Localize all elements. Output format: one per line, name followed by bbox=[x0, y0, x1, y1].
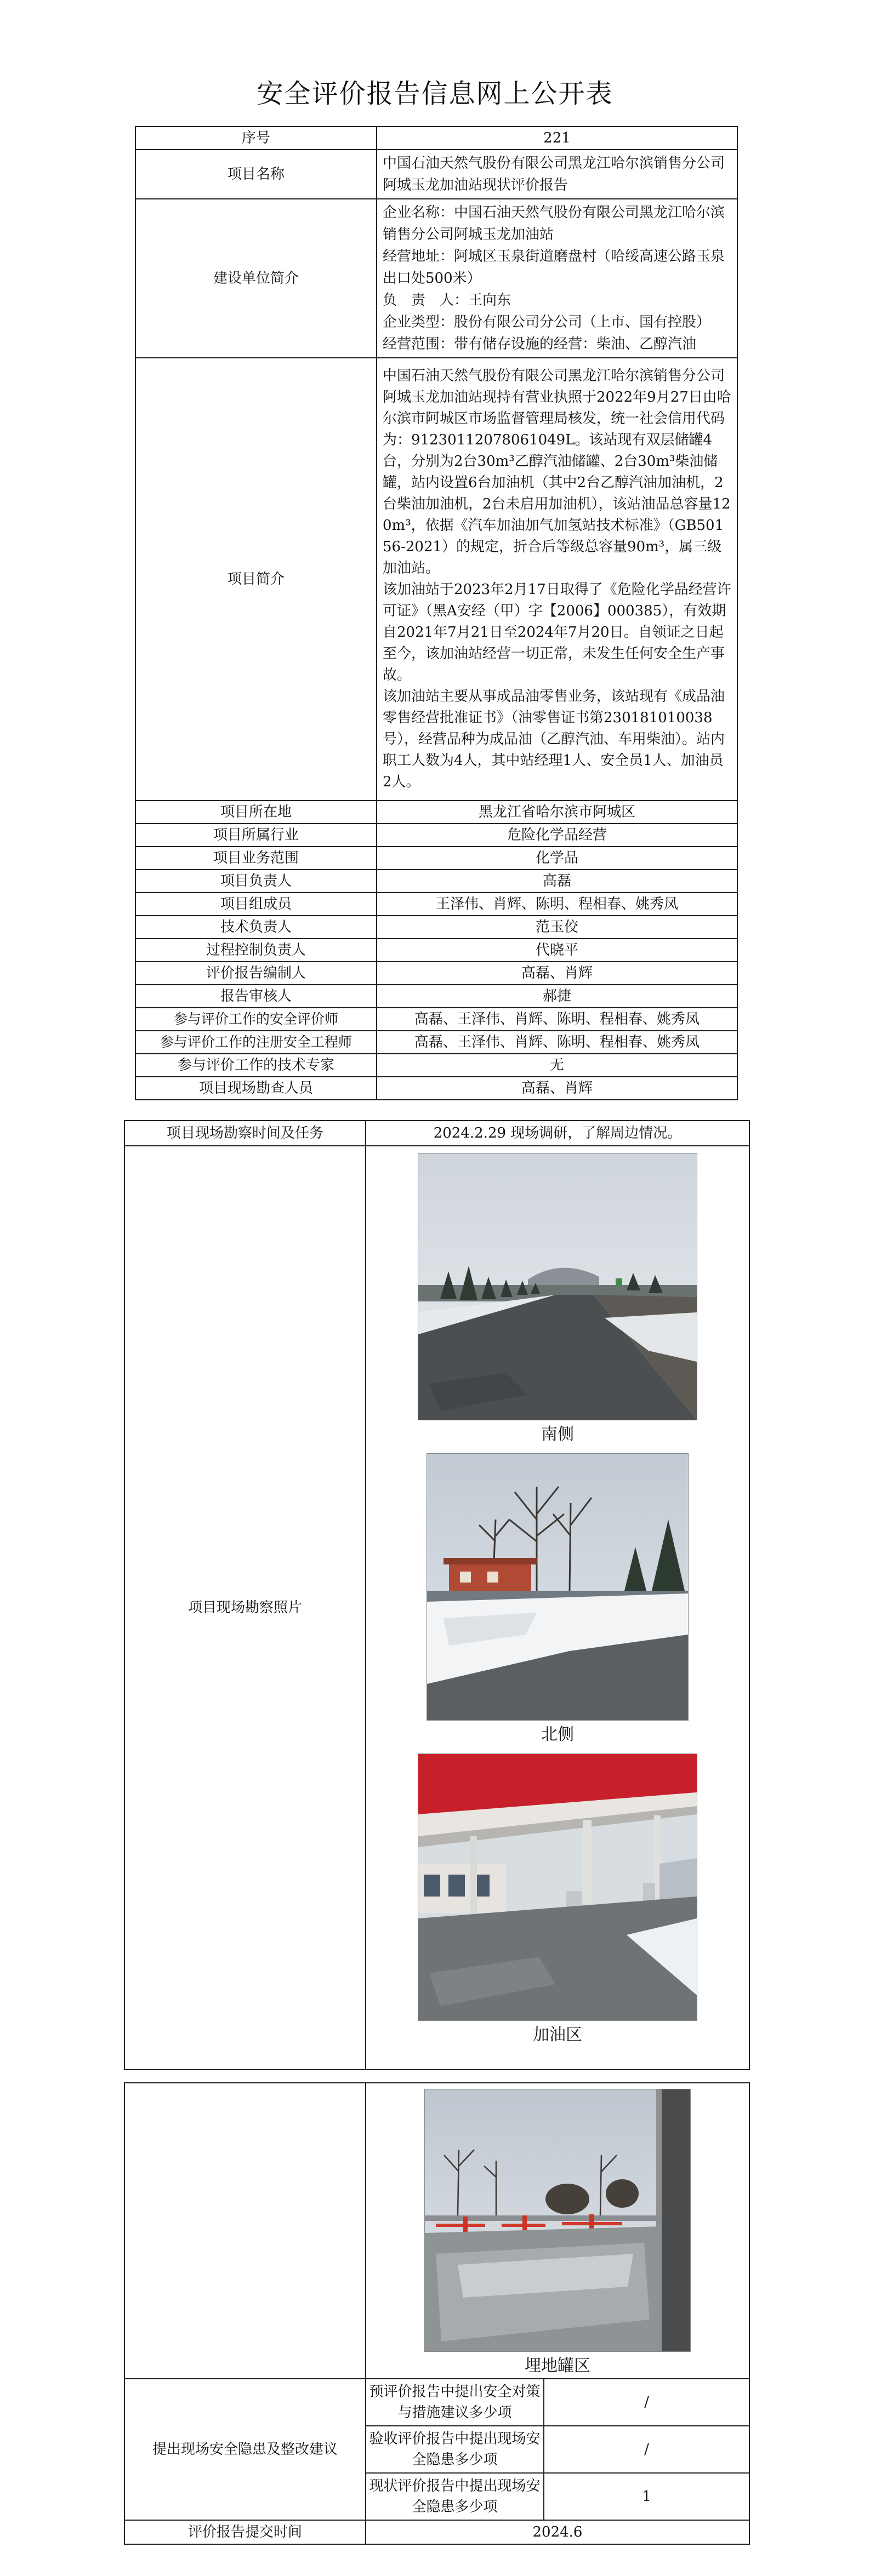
page-title: 安全评价报告信息网上公开表 bbox=[257, 78, 613, 109]
info-table bbox=[135, 126, 738, 1100]
project-intro-label: 项目简介 bbox=[135, 358, 377, 801]
row-label: 项目所在地 bbox=[135, 801, 377, 824]
project-intro-value bbox=[377, 358, 737, 801]
row-value: 王泽伟、肖辉、陈明、程相春、姚秀凤 bbox=[377, 893, 737, 916]
photo-tank-area bbox=[424, 2089, 691, 2352]
row-value: 郝捷 bbox=[377, 985, 737, 1008]
intro-para: 中国石油天然气股份有限公司黑龙江哈尔滨销售分公司阿城玉龙加油站现持有营业执照于2022年9月27日由哈尔滨市阿城区市场监督管理局核发，统一社会信用代码为：91230112078061049L。该站现有双层储罐4台，分别为2台30m³乙醇汽油储罐、2台30m³柴油储罐，站内设置6台加油机（其中2台乙醇汽油加油机，2台柴油加油机，2台未启用加油机），该站油品总容量120m³，依据《汽车加油加气加氢站技术标准》（GB50156-2021）的规定，折合后等级总容量90m³，属三级加油站。 bbox=[383, 368, 731, 576]
unit-line: 负 责 人：王向东 bbox=[383, 292, 511, 309]
unit-line: 经营地址：阿城区玉泉街道磨盘村（哈绥高速公路玉泉出口处500米） bbox=[383, 248, 725, 287]
row-label: 参与评价工作的安全评价师 bbox=[135, 1008, 377, 1031]
unit-intro-label: 建设单位简介 bbox=[135, 199, 377, 358]
photo-caption-tank-area: 埋地罐区 bbox=[525, 2356, 590, 2375]
row-value: 黑龙江省哈尔滨市阿城区 bbox=[377, 801, 737, 824]
photo-caption-fueling-area: 加油区 bbox=[533, 2025, 582, 2044]
row-label: 评价报告编制人 bbox=[135, 962, 377, 985]
hazard-table bbox=[124, 2082, 750, 2545]
hazard-answer: / bbox=[544, 2379, 749, 2426]
project-name-value: 中国石油天然气股份有限公司黑龙江哈尔滨销售分公司阿城玉龙加油站现状评价报告 bbox=[377, 150, 737, 199]
hazard-question: 预评价报告中提出安全对策与措施建议多少项 bbox=[366, 2379, 544, 2426]
row-label: 项目所属行业 bbox=[135, 824, 377, 847]
seq-label: 序号 bbox=[135, 127, 377, 150]
submit-value: 2024.6 bbox=[366, 2520, 749, 2544]
row-label: 参与评价工作的技术专家 bbox=[135, 1054, 377, 1077]
row-value: 化学品 bbox=[377, 847, 737, 870]
intro-para: 该加油站主要从事成品油零售业务，该站现有《成品油零售经营批准证书》（油零售证书第230181010038号），经营品种为成品油（乙醇汽油、车用柴油）。站内职工人数为4人，其中站经理1人、安全员1人、加油员2人。 bbox=[383, 688, 725, 790]
row-label: 报告审核人 bbox=[135, 985, 377, 1008]
photo-caption-north: 北侧 bbox=[541, 1725, 574, 1744]
photo-caption-south: 南侧 bbox=[541, 1425, 574, 1444]
seq-value: 221 bbox=[377, 127, 737, 150]
hazard-answer: 1 bbox=[544, 2473, 749, 2520]
intro-para: 该加油站于2023年2月17日取得了《危险化学品经营许可证》（黑A安经（甲）字【2006】000385），有效期自2021年7月21日至2024年7月20日。自领证之日起至今，该加油站经营一切正常，未发生任何安全生产事故。 bbox=[383, 581, 731, 683]
unit-line: 企业类型：股份有限公司分公司（上市、国有控股） bbox=[383, 314, 711, 330]
photos-cell bbox=[366, 1146, 749, 2070]
project-name-label: 项目名称 bbox=[135, 150, 377, 199]
hazard-question: 现状评价报告中提出现场安全隐患多少项 bbox=[366, 2473, 544, 2520]
survey-value: 2024.2.29 现场调研，了解周边情况。 bbox=[366, 1121, 749, 1146]
row-label: 参与评价工作的注册安全工程师 bbox=[135, 1031, 377, 1054]
row-value: 无 bbox=[377, 1054, 737, 1077]
row-value: 高磊、肖辉 bbox=[377, 1077, 737, 1100]
survey-table bbox=[124, 1120, 750, 2070]
photo-south bbox=[418, 1153, 697, 1420]
blank-cell bbox=[124, 2083, 366, 2379]
photo-tank-cell bbox=[366, 2083, 749, 2379]
row-value: 危险化学品经营 bbox=[377, 824, 737, 847]
row-label: 项目组成员 bbox=[135, 893, 377, 916]
hazard-answer: / bbox=[544, 2426, 749, 2473]
row-value: 范玉佼 bbox=[377, 916, 737, 939]
unit-line: 经营范围：带有储存设施的经营：柴油、乙醇汽油 bbox=[383, 336, 697, 352]
photo-north bbox=[427, 1453, 689, 1721]
survey-label: 项目现场勘察时间及任务 bbox=[124, 1121, 366, 1146]
row-value: 高磊、王泽伟、肖辉、陈明、程相春、姚秀凤 bbox=[377, 1008, 737, 1031]
unit-line: 企业名称：中国石油天然气股份有限公司黑龙江哈尔滨销售分公司阿城玉龙加油站 bbox=[383, 204, 725, 243]
unit-intro-value bbox=[377, 199, 737, 358]
submit-label: 评价报告提交时间 bbox=[124, 2520, 366, 2544]
row-value: 代晓平 bbox=[377, 939, 737, 962]
row-label: 项目业务范围 bbox=[135, 847, 377, 870]
photos-label: 项目现场勘察照片 bbox=[124, 1146, 366, 2070]
row-value: 高磊、肖辉 bbox=[377, 962, 737, 985]
hazard-question: 验收评价报告中提出现场安全隐患多少项 bbox=[366, 2426, 544, 2473]
row-value: 高磊 bbox=[377, 870, 737, 893]
photo-fueling-area bbox=[418, 1753, 697, 2021]
hazard-label: 提出现场安全隐患及整改建议 bbox=[124, 2379, 366, 2520]
row-label: 过程控制负责人 bbox=[135, 939, 377, 962]
row-label: 项目负责人 bbox=[135, 870, 377, 893]
row-label: 项目现场勘查人员 bbox=[135, 1077, 377, 1100]
row-value: 高磊、王泽伟、肖辉、陈明、程相春、姚秀凤 bbox=[377, 1031, 737, 1054]
row-label: 技术负责人 bbox=[135, 916, 377, 939]
